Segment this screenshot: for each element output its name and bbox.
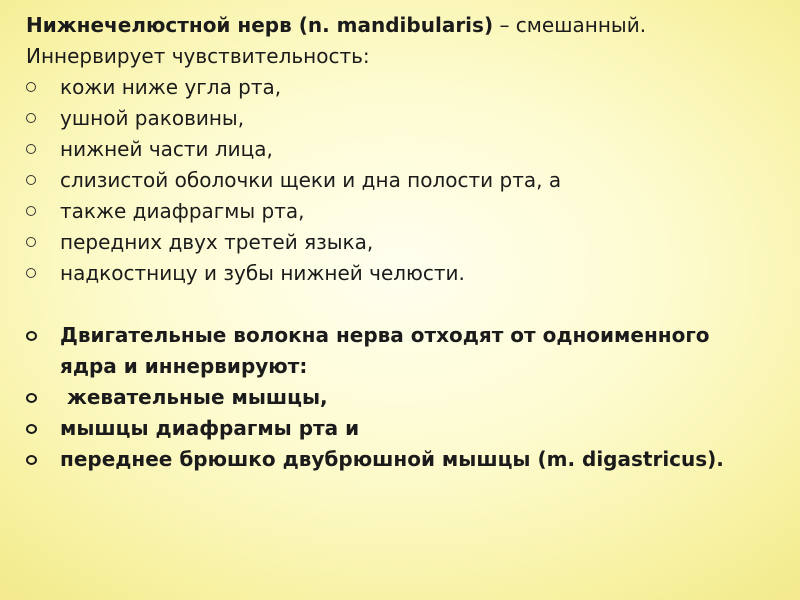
sensory-list-item bbox=[26, 258, 796, 289]
sensory-list-item bbox=[26, 196, 796, 227]
sensory-list bbox=[26, 72, 796, 289]
hollow-circle-bullet-icon bbox=[26, 82, 36, 92]
section-spacer bbox=[26, 289, 796, 320]
sensory-item-text: нижней части лица, bbox=[60, 137, 273, 161]
slide-title-line bbox=[26, 10, 796, 41]
slide-text-block bbox=[26, 10, 796, 475]
hollow-circle-bullet-icon bbox=[26, 268, 36, 278]
hollow-circle-bullet-icon bbox=[26, 144, 36, 154]
sensory-item-text: ушной раковины, bbox=[60, 106, 245, 130]
sensory-list-item bbox=[26, 103, 796, 134]
hollow-circle-bullet-icon bbox=[26, 237, 36, 247]
motor-list-item bbox=[26, 444, 796, 475]
motor-intro-line2: ядра и иннервируют: bbox=[60, 354, 308, 378]
sensory-item-text: передних двух третей языка, bbox=[60, 230, 374, 254]
sensory-list-item bbox=[26, 72, 796, 103]
motor-item-text: переднее брюшко двубрюшной мышцы (m. digastricus). bbox=[60, 447, 724, 471]
sensory-list-item bbox=[26, 227, 796, 258]
motor-section bbox=[26, 320, 796, 475]
sensory-item-text: кожи ниже угла рта, bbox=[60, 75, 282, 99]
bold-hollow-circle-bullet-icon bbox=[26, 331, 37, 341]
slide-title-rest: – смешанный. bbox=[493, 13, 647, 37]
motor-item-text: мышцы диафрагмы рта и bbox=[60, 416, 360, 440]
bold-hollow-circle-bullet-icon bbox=[26, 393, 37, 403]
hollow-circle-bullet-icon bbox=[26, 206, 36, 216]
bold-hollow-circle-bullet-icon bbox=[26, 424, 37, 434]
motor-intro-item bbox=[26, 320, 796, 351]
hollow-circle-bullet-icon bbox=[26, 113, 36, 123]
slide-title-bold: Нижнечелюстной нерв (n. mandibularis) bbox=[26, 13, 494, 37]
sensory-list-item bbox=[26, 134, 796, 165]
sensory-item-text: также диафрагмы рта, bbox=[60, 199, 305, 223]
slide-subtitle: Иннервирует чувствительность: bbox=[26, 44, 370, 68]
motor-list-item bbox=[26, 413, 796, 444]
sensory-item-text: слизистой оболочки щеки и дна полости рта, а bbox=[60, 168, 562, 192]
hollow-circle-bullet-icon bbox=[26, 175, 36, 185]
motor-intro-line1: Двигательные волокна нерва отходят от одноименного bbox=[60, 323, 710, 347]
motor-item-text: жевательные мышцы, bbox=[60, 385, 328, 409]
bold-hollow-circle-bullet-icon bbox=[26, 455, 37, 465]
sensory-list-item bbox=[26, 165, 796, 196]
motor-list-item bbox=[26, 382, 796, 413]
motor-intro-continuation bbox=[26, 351, 796, 382]
sensory-item-text: надкостницу и зубы нижней челюсти. bbox=[60, 261, 465, 285]
